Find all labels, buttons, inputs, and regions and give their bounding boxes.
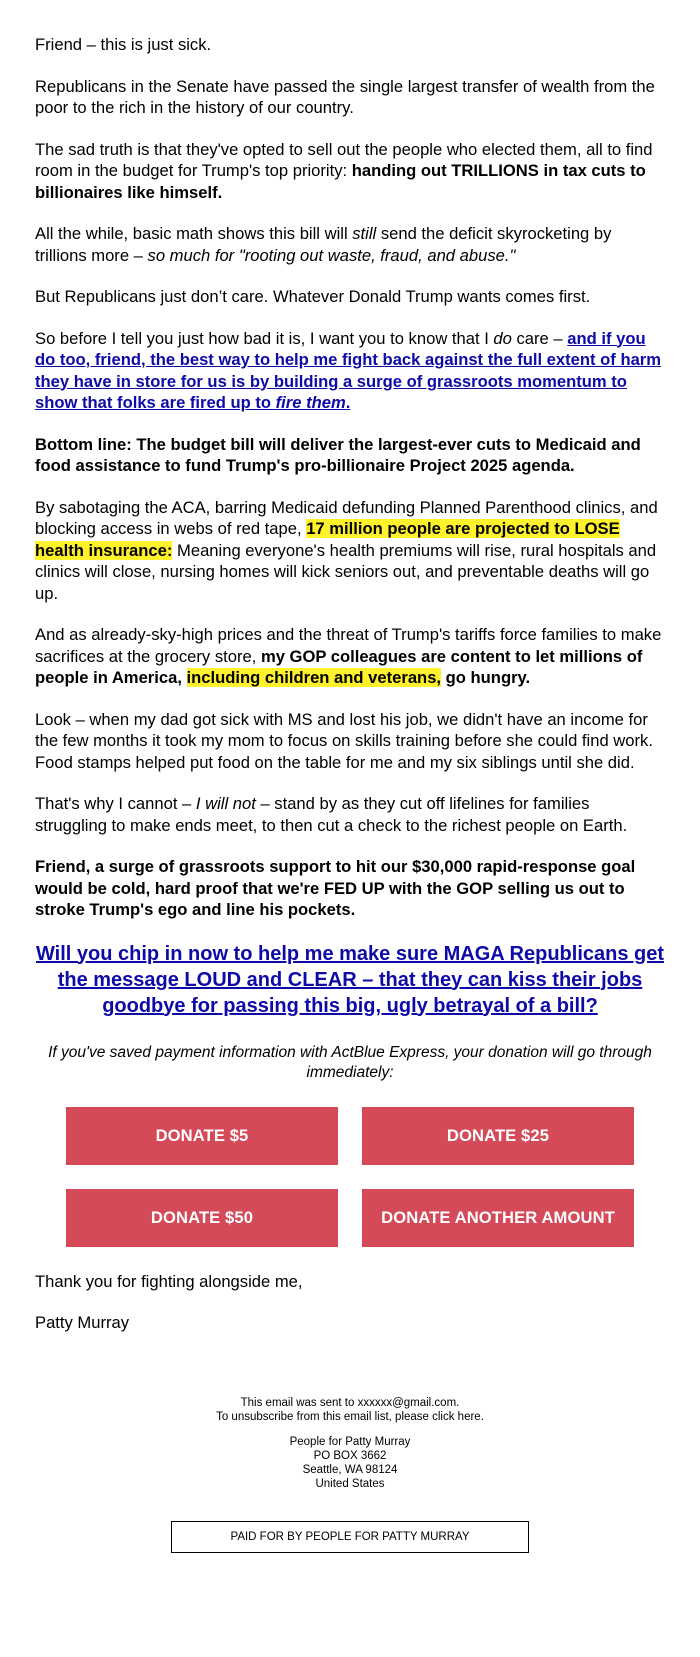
sent-to-text: This email was sent to xxxxxx@gmail.com. (240, 1396, 460, 1409)
cta-link[interactable]: Will you chip in now to help me make sure MAGA Republicans get the message LOUD and CLEAR – that they can kiss their jobs goodbye for passing this big, ugly betrayal of a bill? (35, 942, 665, 1017)
paragraph-7-post: Meaning everyone's health premiums will rise, rural hospitals and clinics will close, nursing homes will kick seniors out, and preventable deaths will go up. (35, 540, 657, 603)
paragraph-8-bold: my GOP colleagues are content to let millions of people in America, (35, 646, 643, 687)
paragraph-10-post: – stand by as they cut off lifelines for families struggling to make ends meet, to then cut a check to the richest people on Earth. (35, 794, 628, 835)
paragraph-2-bold: handing out TRILLIONS in tax cuts to billionaires like himself. (35, 161, 646, 202)
paid-for-disclaimer: PAID FOR BY PEOPLE FOR PATTY MURRAY (171, 1521, 529, 1553)
donate-50-button[interactable]: DONATE $50 (66, 1189, 338, 1247)
donate-other-amount-button[interactable]: DONATE ANOTHER AMOUNT (362, 1189, 634, 1247)
actblue-express-note: If you've saved payment information with ActBlue Express, your donation will go through immediately: (48, 1043, 652, 1081)
country: United States (315, 1477, 385, 1490)
paragraph-5-italic: do (493, 328, 512, 348)
footer (35, 1396, 665, 1553)
paragraph-1: Republicans in the Senate have passed the single largest transfer of wealth from the poor to the rich in the history of our country. (35, 76, 655, 117)
paragraph-11-bold: Friend, a surge of grassroots support to hit our $30,000 rapid-response goal would be cold, hard proof that we're FED UP with the GOP selling us out to stroke Trump's ego and line his pockets. (35, 857, 636, 919)
paragraph-10-pre: That's why I cannot – (35, 794, 196, 813)
org-name: People for Patty Murray (289, 1435, 411, 1448)
donate-25-button[interactable]: DONATE $25 (362, 1107, 634, 1165)
signature-block (35, 1271, 665, 1334)
donate-5-button[interactable]: DONATE $5 (66, 1107, 338, 1165)
unsubscribe-link[interactable]: To unsubscribe from this email list, please click here. (216, 1410, 484, 1423)
city-state-zip: Seattle, WA 98124 (302, 1463, 398, 1476)
paragraph-10 (35, 793, 665, 836)
paragraph-5-mid: care – (511, 328, 568, 348)
paragraph-3 (35, 223, 665, 266)
paragraph-2-text: The sad truth is that they've opted to sell out the people who elected them, all to find room in the budget for Trump's top priority: (35, 139, 653, 180)
paragraph-8-pre: And as already-sky-high prices and the threat of Trump's tariffs force families to make sacrifices at the grocery store, (35, 625, 662, 666)
paragraph-2 (35, 139, 665, 204)
mailing-address (35, 1435, 665, 1491)
paragraph-11 (35, 856, 665, 921)
paragraph-8 (35, 624, 665, 689)
children-veterans-highlight: including children and veterans, (186, 668, 442, 687)
fight-back-link-text: and if you do too, friend, the best way to help me fight back against the full extent of harm they have in store for us is by building a surge of grassroots momentum to show that folks are fired up to (35, 328, 662, 412)
paragraph-3-italic-still: still (352, 224, 377, 243)
signature: Patty Murray (35, 1313, 130, 1332)
paragraph-6 (35, 434, 665, 477)
fight-back-link-italic: fire them (275, 393, 346, 412)
paragraph-3-italic-quote: so much for "rooting out waste, fraud, and abuse." (147, 245, 516, 265)
paragraph-8-bold-end: go hungry. (441, 668, 531, 687)
bottom-line-bold: Bottom line: The budget bill will deliver the largest-ever cuts to Medicaid and food assistance to fund Trump's pro-billionaire Project 2025 agenda. (35, 434, 641, 475)
cta-heading (35, 941, 665, 1019)
paragraph-7 (35, 497, 665, 605)
paragraph-5 (35, 328, 665, 414)
paragraph-5-pre: So before I tell you just how bad it is, I want you to know that I (35, 328, 494, 348)
paragraph-7-pre: By sabotaging the ACA, barring Medicaid defunding Planned Parenthood clinics, and blocking access in webs of red tape, (35, 497, 658, 538)
paragraph-3-mid: send the deficit skyrocketing by trillions more – (35, 224, 612, 265)
donate-buttons (35, 1107, 665, 1247)
po-box: PO BOX 3662 (313, 1449, 387, 1462)
paragraph-9: Look – when my dad got sick with MS and lost his job, we didn't have an income for the few months it took my mom to focus on skills training before she could find work. Food stamps helped put food on the table for me and my six siblings until she did. (35, 709, 653, 772)
paragraph-10-italic: I will not (195, 794, 256, 813)
fight-back-link-end: . (345, 393, 351, 412)
paragraph-4: But Republicans just don’t care. Whatever Donald Trump wants comes first. (35, 287, 591, 306)
greeting: Friend – this is just sick. (35, 35, 212, 54)
paragraph-3-pre: All the while, basic math shows this bill will (35, 224, 353, 243)
health-insurance-highlight: 17 million people are projected to LOSE health insurance: (35, 519, 620, 560)
closing: Thank you for fighting alongside me, (35, 1271, 303, 1291)
